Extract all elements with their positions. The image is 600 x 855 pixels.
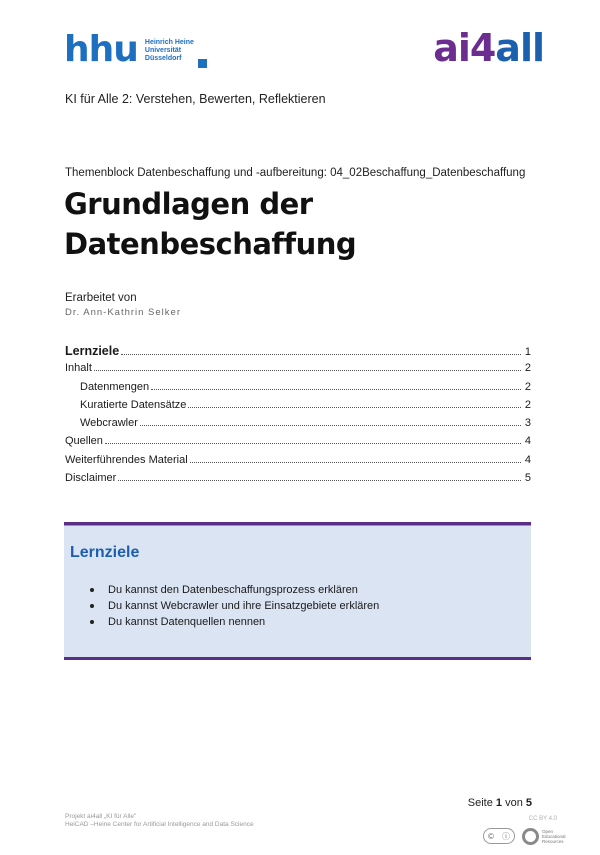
- toc-entry-webcrawler[interactable]: [65, 417, 531, 435]
- toc-leader: [190, 462, 521, 463]
- toc-label: Webcrawler: [80, 417, 138, 430]
- oer-line-3: Resources: [542, 839, 564, 844]
- hhu-line-2: Universität: [144, 47, 182, 54]
- toc-page-number: 1: [524, 346, 531, 358]
- lernziele-box-divider: [64, 525, 531, 526]
- toc-leader: [105, 443, 521, 444]
- hhu-logo: [64, 29, 207, 70]
- course-title: KI für Alle 2: Verstehen, Bewerten, Reflektieren: [65, 92, 326, 106]
- toc-page-number: 4: [524, 453, 531, 466]
- hhu-square-icon: [198, 59, 207, 68]
- footer-center: HeiCAD –Heine Center for Artificial Intelligence and Data Science: [65, 821, 254, 828]
- page-current: 1: [495, 797, 503, 809]
- toc-label: Lernziele: [65, 344, 120, 358]
- toc-entry-inhalt[interactable]: [65, 362, 531, 380]
- lernziele-list: [90, 582, 379, 630]
- lernziele-heading: Lernziele: [70, 544, 140, 561]
- bullet-icon: [90, 620, 94, 624]
- list-item: [90, 582, 379, 598]
- hhu-wordmark: hhu: [64, 29, 138, 70]
- toc-label: Quellen: [65, 435, 103, 448]
- oer-line-1: Open: [542, 829, 554, 834]
- table-of-contents: [65, 344, 531, 490]
- oer-line-2: Educational: [542, 834, 566, 839]
- page-number: [468, 797, 532, 809]
- toc-entry-quellen[interactable]: [65, 435, 531, 453]
- page-mid: von: [502, 797, 526, 809]
- toc-entry-weiterfuehrendes-material[interactable]: [65, 454, 531, 472]
- toc-leader: [140, 425, 521, 426]
- hhu-line-3: Düsseldorf: [144, 55, 182, 62]
- title-line-1: Grundlagen der: [64, 187, 313, 221]
- page-prefix: Seite: [467, 797, 496, 809]
- toc-label: Kuratierte Datensätze: [80, 398, 187, 411]
- oer-circle-icon: [522, 828, 539, 845]
- toc-page-number: 4: [524, 435, 531, 448]
- bullet-icon: [90, 588, 94, 592]
- document-title: [64, 184, 356, 264]
- toc-label: Weiterführendes Material: [65, 453, 188, 466]
- toc-page-number: 3: [524, 417, 531, 430]
- toc-leader: [188, 407, 521, 408]
- list-item: [90, 614, 379, 630]
- bullet-icon: [90, 604, 94, 608]
- ai4all-logo-part2: all: [495, 26, 544, 70]
- toc-page-number: 2: [524, 362, 531, 375]
- hhu-university-name: [145, 39, 194, 63]
- oer-logo-icon: [522, 828, 566, 845]
- toc-leader: [151, 389, 521, 390]
- list-item: [90, 598, 379, 614]
- title-line-2: Datenbeschaffung: [64, 227, 357, 261]
- list-item-text: Du kannst Datenquellen nennen: [108, 616, 266, 628]
- license-version: CC BY 4.0: [528, 816, 557, 822]
- toc-leader: [121, 354, 521, 355]
- toc-label: Datenmengen: [80, 380, 150, 393]
- hhu-line-1: Heinrich Heine: [144, 39, 194, 46]
- toc-page-number: 2: [524, 380, 531, 393]
- cc-by-icon: © ⓘ: [483, 828, 515, 844]
- toc-leader: [118, 480, 521, 481]
- page-total: 5: [525, 797, 532, 809]
- toc-entry-datenmengen[interactable]: [65, 381, 531, 399]
- author-name: Dr. Ann-Kathrin Selker: [65, 307, 181, 318]
- topic-block: Themenblock Datenbeschaffung und -aufbereitung: 04_02Beschaffung_Datenbeschaffung: [65, 167, 526, 179]
- toc-entry-lernziele[interactable]: [65, 344, 531, 362]
- ai4all-logo: [433, 28, 544, 68]
- author-label: Erarbeitet von: [65, 292, 137, 304]
- footer-project: Projekt ai4all „KI für Alle": [65, 813, 137, 820]
- ai4all-logo-part1: ai4: [433, 26, 496, 70]
- list-item-text: Du kannst Webcrawler und ihre Einsatzgebiete erklären: [108, 600, 380, 612]
- toc-page-number: 5: [524, 472, 531, 485]
- oer-text: [542, 829, 566, 844]
- toc-entry-disclaimer[interactable]: [65, 472, 531, 490]
- toc-label: Inhalt: [65, 362, 92, 375]
- toc-page-number: 2: [524, 398, 531, 411]
- toc-leader: [94, 370, 521, 371]
- list-item-text: Du kannst den Datenbeschaffungsprozess erklären: [108, 584, 358, 596]
- toc-label: Disclaimer: [65, 472, 117, 485]
- toc-entry-kuratierte-datensaetze[interactable]: [65, 399, 531, 417]
